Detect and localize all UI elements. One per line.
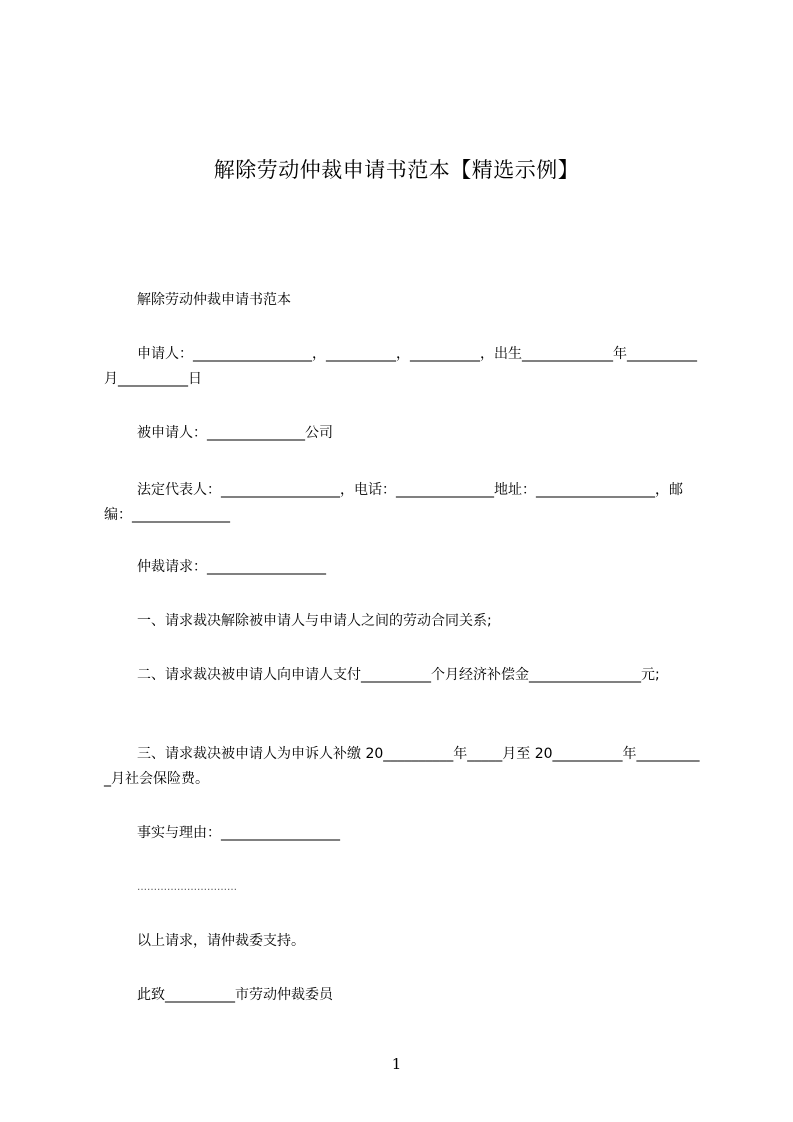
arbitration-request-paragraph: 仲裁请求：_________________ <box>137 559 326 575</box>
facts-and-reasons-paragraph: 事实与理由：_________________ <box>137 825 340 841</box>
ellipsis-paragraph: ………………………… <box>137 882 237 893</box>
closing-request-paragraph: 以上请求，请仲裁委支持。 <box>137 933 305 949</box>
respondent-paragraph: 被申请人：______________公司 <box>137 425 333 441</box>
request-item-2: 二、请求裁决被申请人向申请人支付__________个月经济补偿金________________元; <box>137 667 660 683</box>
legal-representative-paragraph: 法定代表人：_________________，电话：______________地址：_________________，邮编：______________ <box>104 482 683 523</box>
subtitle-paragraph: 解除劳动仲裁申请书范本 <box>137 292 291 308</box>
document-title: 解除劳动仲裁申请书范本【精选示例】 <box>213 158 580 183</box>
request-item-1: 一、请求裁决解除被申请人与申请人之间的劳动合同关系; <box>137 613 492 629</box>
page-number: 1 <box>391 1055 402 1073</box>
applicant-paragraph: 申请人：_________________，__________，__________，出生_____________年__________月__________日 <box>104 346 697 387</box>
request-item-3: 三、请求裁决被申请人为申诉人补缴 20__________年_____月至 20__________年__________月社会保险费。 <box>104 746 700 787</box>
addressee-paragraph: 此致__________市劳动仲裁委员 <box>137 987 333 1003</box>
